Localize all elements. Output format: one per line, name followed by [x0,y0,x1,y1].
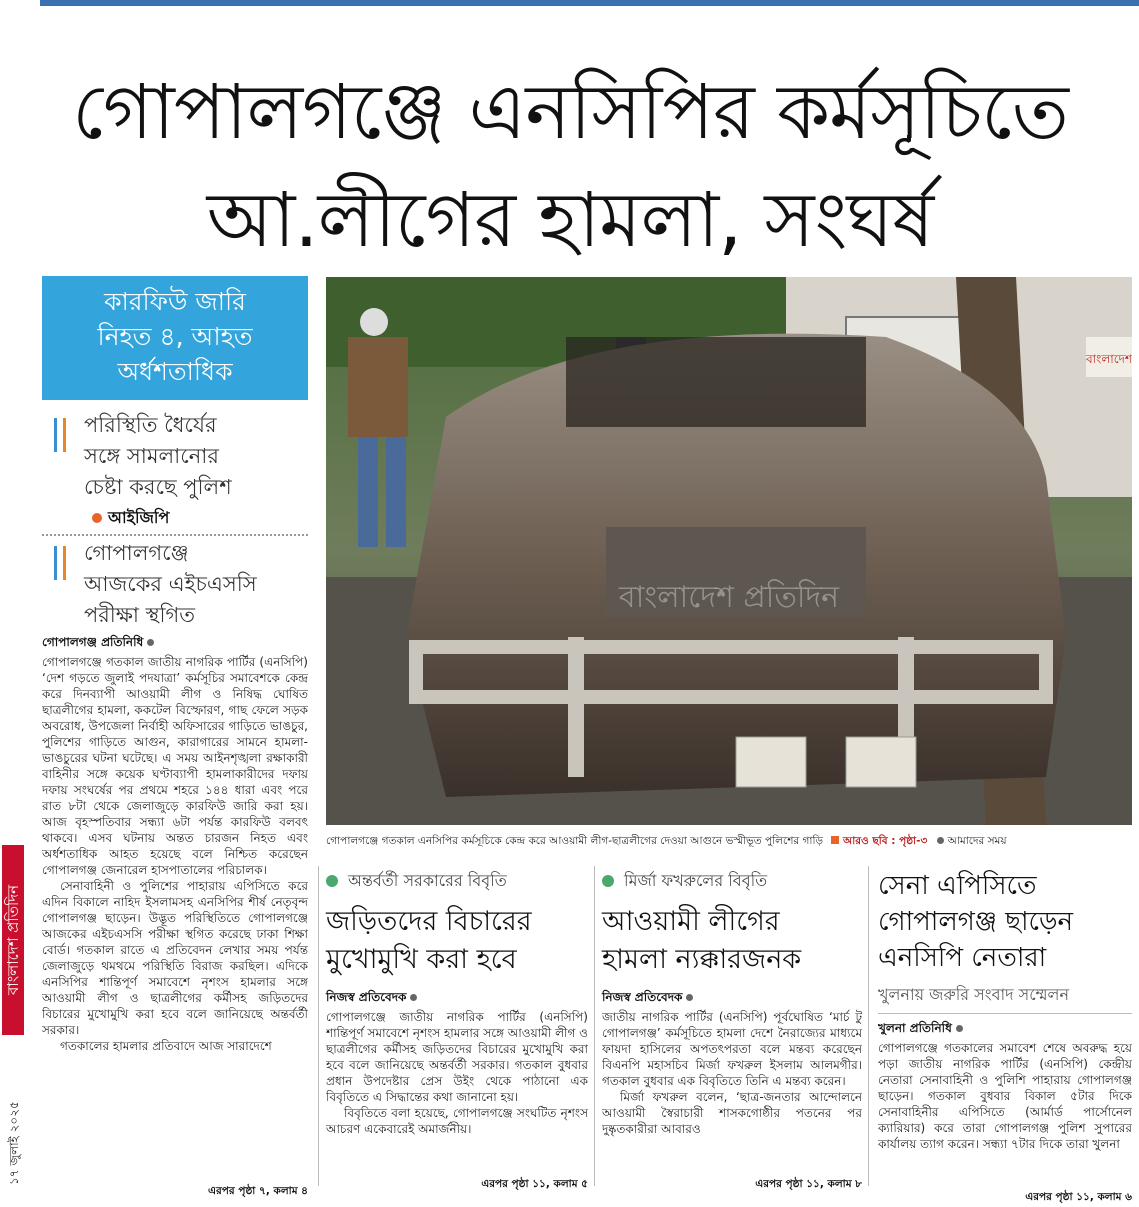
story-headline [326,903,588,979]
story-interim-govt [326,868,588,1194]
headline [40,58,1100,274]
byline: নিজস্ব প্রতিবেদক [326,989,588,1009]
photo-sign-text: বাংলাদেশ [1086,352,1132,366]
continuation: এরপর পৃষ্ঠা ১১, কলাম ৫ [481,1178,588,1190]
headline-line-1: গোপালগঞ্জে এনসিপির কর্মসূচিতে [72,67,1068,156]
kicker: খুলনায় জরুরি সংবাদ সম্মেলন [878,982,1132,1014]
paragraph: জাতীয় নাগরিক পার্টির (এনসিপি) পূর্বঘোষিত ‘মার্চ টু গোপালগঞ্জ’ কর্মসূচিতে হামলা দেশে নৈরাজ্যের মাধ্যমে ফায়দা হাসিলের অপতৎপরতা বলে মন্তব্য করেছেন বিএনপি মহাসচিব মির্জা ফখরুল ইসলাম আলমগীর। গতকাল বুধবার এক বিবৃতিতে তিনি এ মন্তব্য করেন। [602,1010,862,1088]
bullet-icon [92,513,102,523]
story-body [878,1040,1132,1190]
continuation: এরপর পৃষ্ঠা ১১, কলাম ৬ [1025,1191,1132,1203]
bullet-icon [602,875,614,887]
byline: খুলনা প্রতিনিধি [878,1020,1132,1040]
quote-line: পরিস্থিতি ধৈর্যের [84,413,217,437]
story-fakhrul [602,868,862,1194]
photo-watermark: বাংলাদেশ প্রতিদিন [618,580,840,615]
side-strip [0,845,28,1193]
photo-illustration [326,277,1132,825]
column-rule [868,866,869,1186]
quote-line: পরীক্ষা স্থগিত [84,603,196,627]
headline-line: গোপালগঞ্জ ছাড়েন [878,907,1074,937]
curfew-line-3: অর্ধশতাধিক [117,357,233,386]
photo-caption [326,834,1132,851]
quote-line: গোপালগঞ্জে [84,541,189,565]
story-body [602,1009,862,1177]
byline: গোপালগঞ্জ প্রতিনিধি [42,634,308,654]
bullet-icon [326,875,338,887]
byline: নিজস্ব প্রতিবেদক [602,989,862,1009]
top-rule [40,0,1139,6]
story-headline [602,903,862,979]
paragraph: গতকালের হামলার প্রতিবাদে আজ সারাদেশে [60,1039,272,1053]
paragraph: মির্জা ফখরুল বলেন, ‘ছাত্র-জনতার আন্দোলনে আওয়ামী স্বৈরাচারী শাসকগোষ্ঠীর পতনের পর দুষ্কৃতকারীরা আবারও [602,1090,862,1136]
quote-source [92,505,169,532]
continuation: এরপর পৃষ্ঠা ১১, কলাম ৮ [755,1178,862,1190]
story-headline [878,868,1132,976]
bullet-icon [937,837,944,844]
paragraph: গোপালগঞ্জে জাতীয় নাগরিক পার্টির (এনসিপি) শান্তিপূর্ণ সমাবেশে নৃশংস হামলার সঙ্গে আওয়ামী লীগ ও ছাত্রলীগের কর্মীসহ জড়িতদের বিচারের মুখোমুখি করা হবে বলে জানিয়েছে অন্তর্বর্তী সরকার। গতকাল বুধবার প্রধান উপদেষ্টার প্রেস উইং থেকে পাঠানো এক বিবৃতিতে এ সিদ্ধান্তের কথা জানানো হয়। [326,1010,588,1104]
quote-mark-icon [54,546,66,580]
kicker: অন্তর্বর্তী সরকারের বিবৃতি [326,868,588,895]
quote-source-label: আইজিপি [108,508,170,527]
quote-mark-icon [54,418,66,452]
continuation: এরপর পৃষ্ঠা ৭, কলাম ৪ [208,1185,308,1197]
photo-credit: আমাদের সময় [947,835,1007,847]
kicker: মির্জা ফখরুলের বিবৃতি [602,868,862,895]
story-body [42,654,308,1184]
headline-line: এনসিপি নেতারা [878,943,1047,973]
story-body [326,1009,588,1177]
quote-line: সঙ্গে সামলানোর [84,444,219,468]
headline-line: জড়িতদের বিচারের [326,906,532,937]
issue-date: ১৭ জুলাই ২০২৫ [7,1101,21,1185]
paragraph: সেনাবাহিনী ও পুলিশের পাহারায় এপিসিতে করে এদিন বিকালে নাহিদ ইসলামসহ এনসিপির শীর্ষ নেতৃবৃন্দ গোপালগঞ্জ ছাড়েন। উদ্ভূত পরিস্থিতিতে গোপালগঞ্জে আজকের এইচএসসি পরীক্ষা স্থগিত করেছে ঢাকা শিক্ষা বোর্ড। গতকাল রাতে এ প্রতিবেদন লেখার সময় পর্যন্ত জেলাজুড়ে থমথমে পরিস্থিতি বিরাজ করছিল। এদিকে এনসিপির শান্তিপূর্ণ সমাবেশে নৃশংস হামলার সঙ্গে আওয়ামী লীগ ও ছাত্রলীগের কর্মীসহ জড়িতদের বিচারের মুখোমুখি করা হবে বলে জানিয়েছে অন্তর্বর্তী সরকার। [42,879,308,1037]
headline-line-2: আ.লীগের হামলা, সংঘর্ষ [206,175,934,264]
more-photos-ref: আরও ছবি : পৃষ্ঠা-৩ [842,835,928,847]
paragraph: বিবৃতিতে বলা হয়েছে, গোপালগঞ্জে সংঘটিত নৃশংস আচরণ একেবারেই অমার্জনীয়। [326,1106,588,1136]
headline-line: আওয়ামী লীগের [602,906,780,937]
headline-line: হামলা ন্যক্কারজনক [602,944,802,975]
curfew-line-2: নিহত ৪, আহত [97,322,253,351]
quote-line: আজকের এইচএসসি [84,572,257,596]
headline-line: সেনা এপিসিতে [878,871,1037,901]
quote-line: চেষ্টা করছে পুলিশ [84,475,232,499]
masthead-brand: বাংলাদেশ প্রতিদিন [2,845,24,1035]
story-ncp-apc [878,868,1132,1207]
paragraph: গোপালগঞ্জে গতকালের সমাবেশ শেষে অবরুদ্ধ হয়ে পড়া জাতীয় নাগরিক পার্টির (এনসিপি) কেন্দ্রীয় নেতারা সেনাবাহিনী ও পুলিশি পাহারায় গোপালগঞ্জ ছাড়েন। গতকাল বুধবার বিকাল ৫টার দিকে সেনাবাহিনীর এপিসিতে (আর্মার্ড পার্সোনেল ক্যারিয়ার) করে তারা গোপালগঞ্জ পুলিশ সুপারের কার্যালয় ত্যাগ করেন। সন্ধ্যা ৭টার দিকে তারা খুলনা [878,1041,1132,1151]
quote-police [42,410,308,503]
dotted-divider [42,534,308,536]
column-rule [318,866,319,1186]
quote-hsc [42,538,308,631]
caption-text: গোপালগঞ্জে গতকাল এনসিপির কর্মসূচিকে কেন্দ্র করে আওয়ামী লীগ-ছাত্রলীগের দেওয়া আগুনে ভস্মীভূত পুলিশের গাড়ি [326,835,823,847]
curfew-line-1: কারফিউ জারি [104,287,246,316]
burnt-vehicle-photo [326,277,1132,825]
headline-line: মুখোমুখি করা হবে [326,944,517,975]
paragraph: গোপালগঞ্জে গতকাল জাতীয় নাগরিক পার্টির (এনসিপি) ‘দেশ গড়তে জুলাই পদযাত্রা’ কর্মসূচির সমাবেশকে কেন্দ্র করে দিনব্যাপী আওয়ামী লীগ ও নিষিদ্ধ ঘোষিত ছাত্রলীগের হামলা, ককটেল বিস্ফোরণ, গাছ ফেলে সড়ক অবরোধ, উপজেলা নির্বাহী অফিসারের গাড়িতে ভাঙচুর, পুলিশের গাড়িতে আগুন, কারাগারের সামনে হামলা-ভাঙচুরের ঘটনা ঘটেছে। এ সময় আইনশৃঙ্খলা রক্ষাকারী বাহিনীর সঙ্গে কয়েক ঘণ্টাব্যাপী হামলাকারীদের দফায় দফায় সংঘর্ষের পর প্রথমে শহরে ১৪৪ ধারা এবং পরে রাত ৮টা থেকে জেলাজুড়ে কারফিউ জারি করা হয়। আজ বৃহস্পতিবার সন্ধ্যা ৬টা পর্যন্ত কারফিউ বলবৎ থাকবে। এসব ঘটনায় অন্তত চারজন নিহত এবং অর্ধশতাধিক আহত হয়েছে বলে নিশ্চিত করেছেন গোপালগঞ্জ জেনারেল হাসপাতালের পরিচালক। [42,655,308,877]
lead-story [42,634,308,1201]
curfew-box [42,276,308,400]
column-rule [594,866,595,1186]
square-bullet-icon [831,836,839,844]
